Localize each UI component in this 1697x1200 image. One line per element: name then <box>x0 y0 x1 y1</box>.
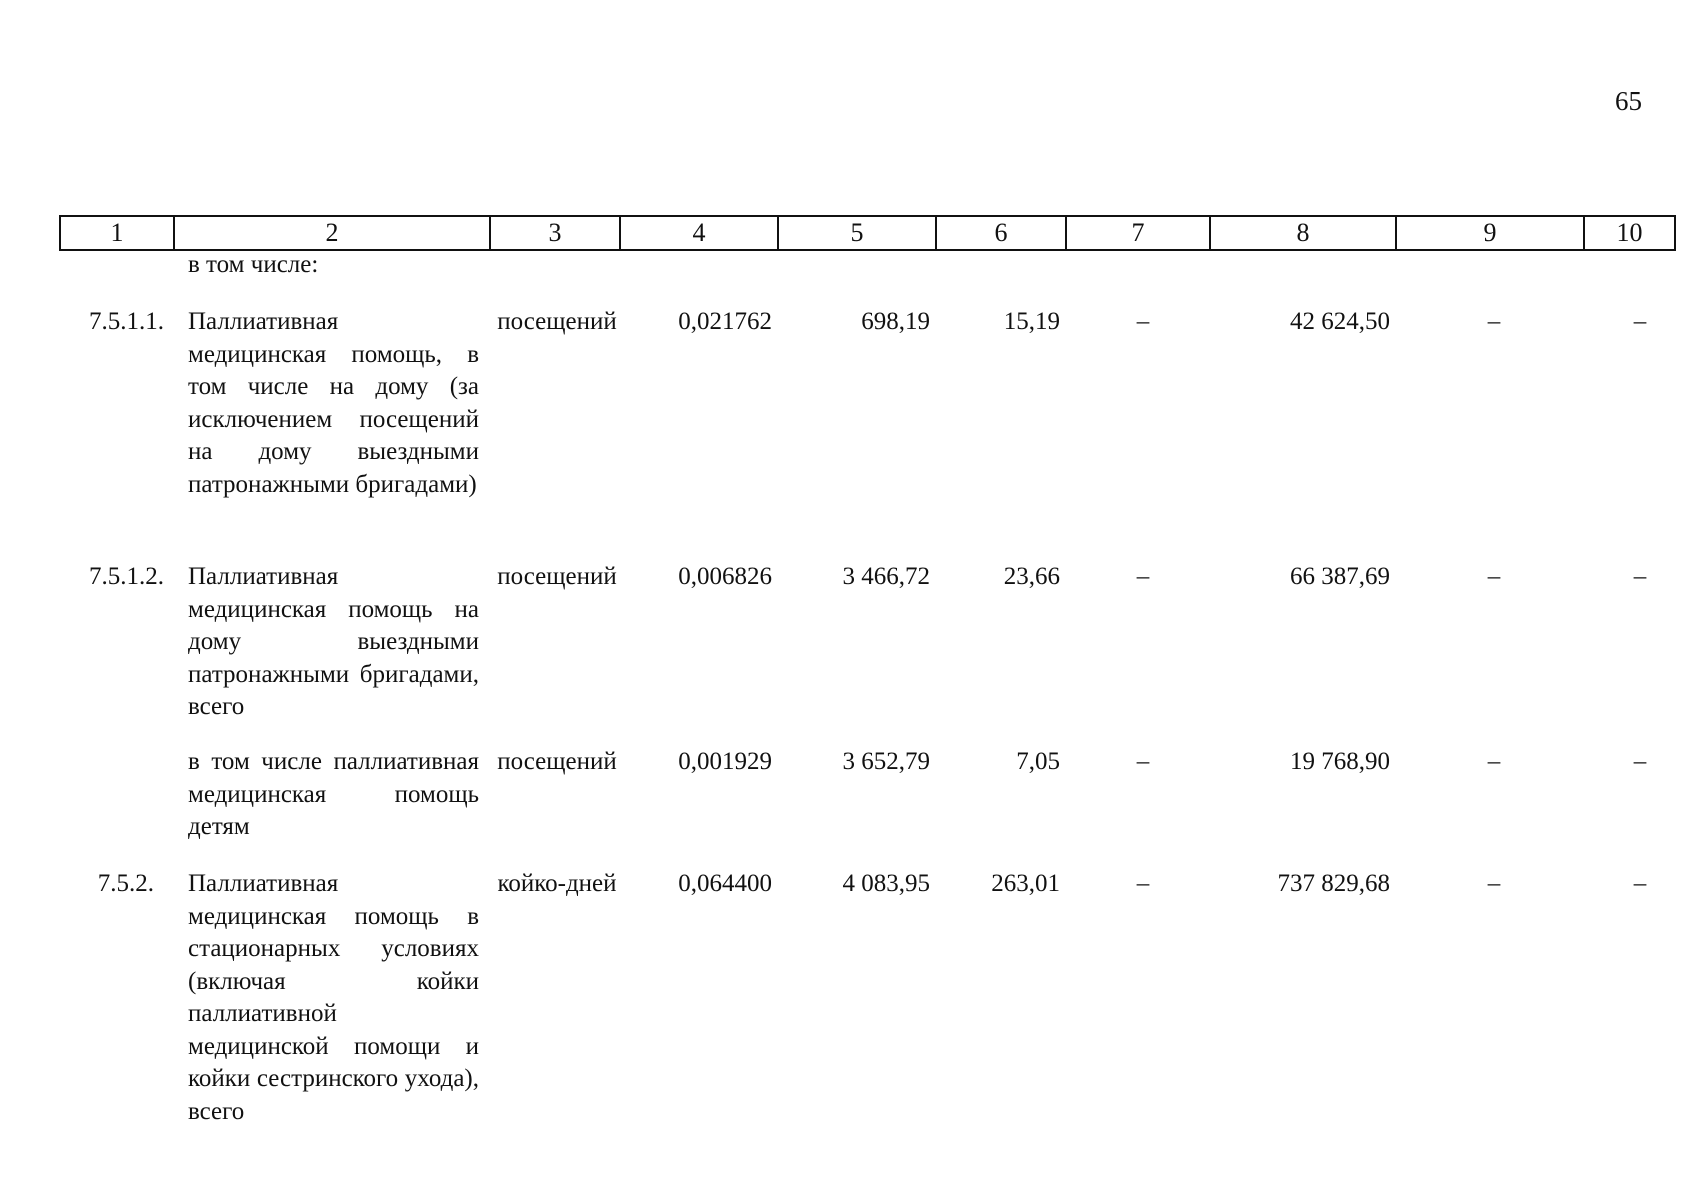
row-col5: 698,19 <box>861 308 930 335</box>
column-header-1: 1 <box>60 216 174 250</box>
row-col7: – <box>1136 870 1150 897</box>
row-col8: 737 829,68 <box>1277 870 1390 897</box>
column-header-9: 9 <box>1396 216 1584 250</box>
row-unit: посещений <box>497 748 617 775</box>
page-number: 65 <box>1615 86 1642 116</box>
column-header-2: 2 <box>174 216 490 250</box>
row-col10: – <box>1633 308 1647 335</box>
row-code: 7.5.2. <box>97 870 154 897</box>
column-header-7: 7 <box>1066 216 1210 250</box>
row-col7: – <box>1136 748 1150 775</box>
row-description: в том числе паллиативная медицинская помощь детям <box>188 748 479 840</box>
row-unit: посещений <box>497 308 617 335</box>
column-header-5: 5 <box>778 216 936 250</box>
row-col10: – <box>1633 748 1647 775</box>
row-col8: 19 768,90 <box>1290 748 1390 775</box>
row-code: 7.5.1.1. <box>89 308 164 335</box>
row-col6: 7,05 <box>1016 748 1060 775</box>
row-col9: – <box>1487 308 1501 335</box>
column-header-8: 8 <box>1210 216 1396 250</box>
row-col5: 4 083,95 <box>842 870 930 897</box>
column-header-6: 6 <box>936 216 1066 250</box>
row-col6: 15,19 <box>1003 308 1060 335</box>
row-col8: 66 387,69 <box>1290 563 1390 590</box>
row-col6: 23,66 <box>1003 563 1060 590</box>
row-col4: 0,006826 <box>678 563 772 590</box>
row-code: 7.5.1.2. <box>89 563 164 590</box>
row-description: Паллиативная медицинская помощь в стационарных условиях (включая койки паллиативной медицинской помощи и койки сестринского ухода), всего <box>188 870 479 1125</box>
column-header-3: 3 <box>490 216 620 250</box>
row-col5: 3 466,72 <box>842 563 930 590</box>
row-unit: посещений <box>497 563 617 590</box>
row-col5: 3 652,79 <box>842 748 930 775</box>
row-col4: 0,064400 <box>678 870 772 897</box>
row-col10: – <box>1633 563 1647 590</box>
row-description: Паллиативная медицинская помощь на дому выездными патронажными бригадами, всего <box>188 563 479 720</box>
row-col9: – <box>1487 870 1501 897</box>
column-number-header <box>59 215 1676 251</box>
column-header-4: 4 <box>620 216 778 250</box>
row-col7: – <box>1136 563 1150 590</box>
row-col10: – <box>1633 870 1647 897</box>
row-col9: – <box>1487 563 1501 590</box>
row-col7: – <box>1136 308 1150 335</box>
intro-text: в том числе: <box>188 251 319 278</box>
row-col8: 42 624,50 <box>1290 308 1390 335</box>
row-col9: – <box>1487 748 1501 775</box>
row-col6: 263,01 <box>991 870 1060 897</box>
row-unit: койко-дней <box>497 870 617 897</box>
row-col4: 0,021762 <box>678 308 772 335</box>
row-col4: 0,001929 <box>678 748 772 775</box>
column-header-10: 10 <box>1584 216 1675 250</box>
row-description: Паллиативная медицинская помощь, в том числе на дому (за исключением посещений на дому выездными патронажными бригадами) <box>188 308 479 498</box>
